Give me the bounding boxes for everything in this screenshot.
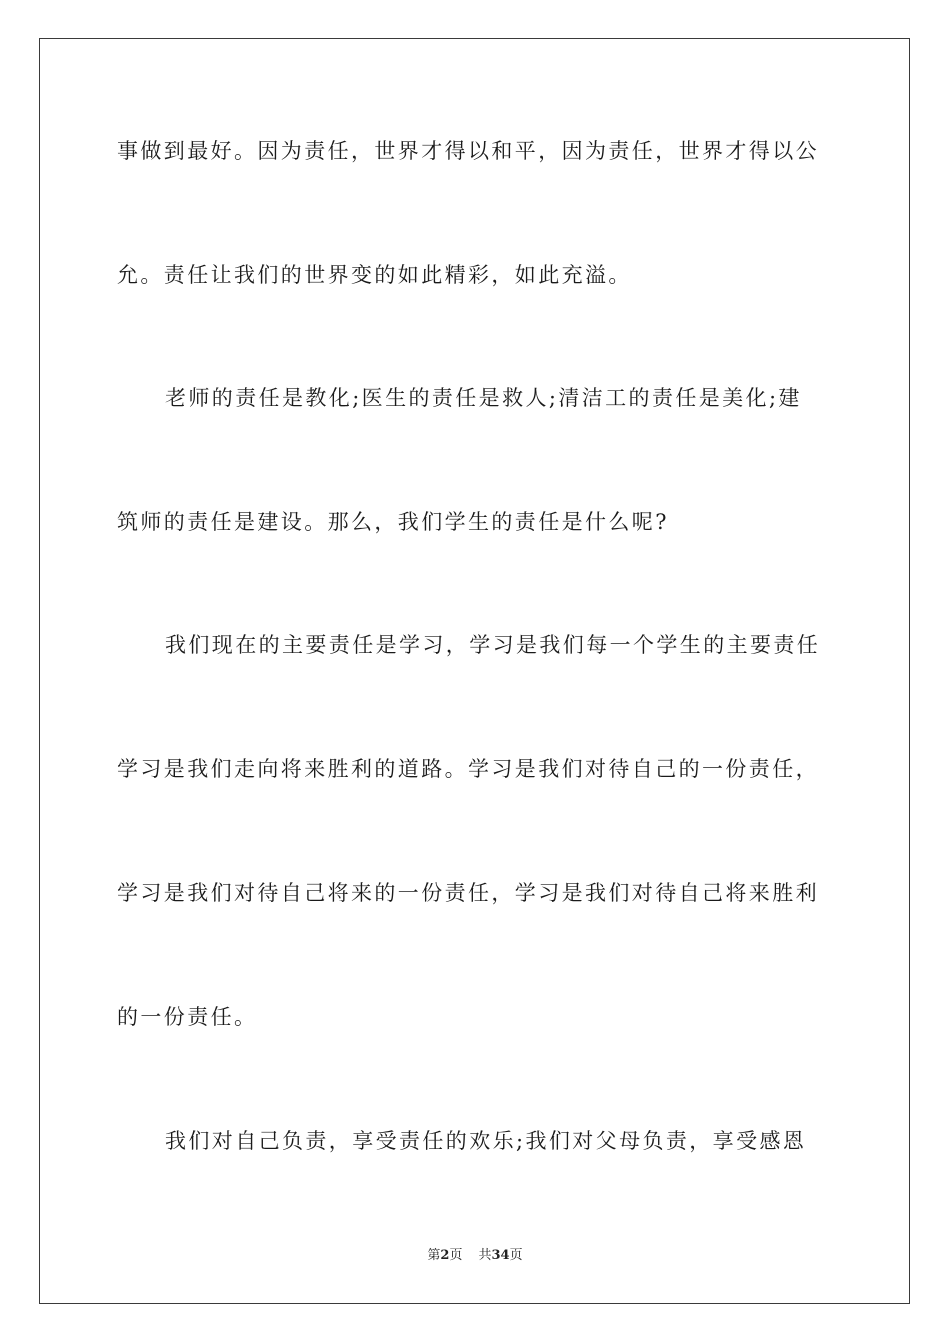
text-line-6: 学习是我们走向将来胜利的道路。学习是我们对待自己的一份责任， (117, 757, 819, 781)
text-line-3: 老师的责任是教化;医生的责任是救人;清洁工的责任是美化;建 (165, 386, 802, 410)
total-prefix: 共 (478, 1248, 492, 1263)
page-footer (0, 1247, 950, 1265)
text-line-7: 学习是我们对待自己将来的一份责任，学习是我们对待自己将来胜利 (117, 881, 819, 905)
page-number: 2 (440, 1248, 450, 1263)
text-line-2: 允。责任让我们的世界变的如此精彩，如此充溢。 (117, 263, 632, 287)
text-line-5: 我们现在的主要责任是学习，学习是我们每一个学生的主要责任 (165, 633, 821, 657)
total-pages: 34 (491, 1248, 510, 1263)
page-border (39, 38, 910, 1304)
total-suffix: 页 (509, 1248, 523, 1263)
text-line-4: 筑师的责任是建设。那么，我们学生的责任是什么呢? (117, 510, 669, 534)
text-line-1: 事做到最好。因为责任，世界才得以和平，因为责任，世界才得以公 (117, 139, 819, 163)
page-prefix: 第 (427, 1248, 441, 1263)
page-suffix: 页 (449, 1248, 463, 1263)
text-line-8: 的一份责任。 (117, 1005, 258, 1029)
text-line-9: 我们对自己负责，享受责任的欢乐;我们对父母负责，享受感恩 (165, 1129, 807, 1153)
